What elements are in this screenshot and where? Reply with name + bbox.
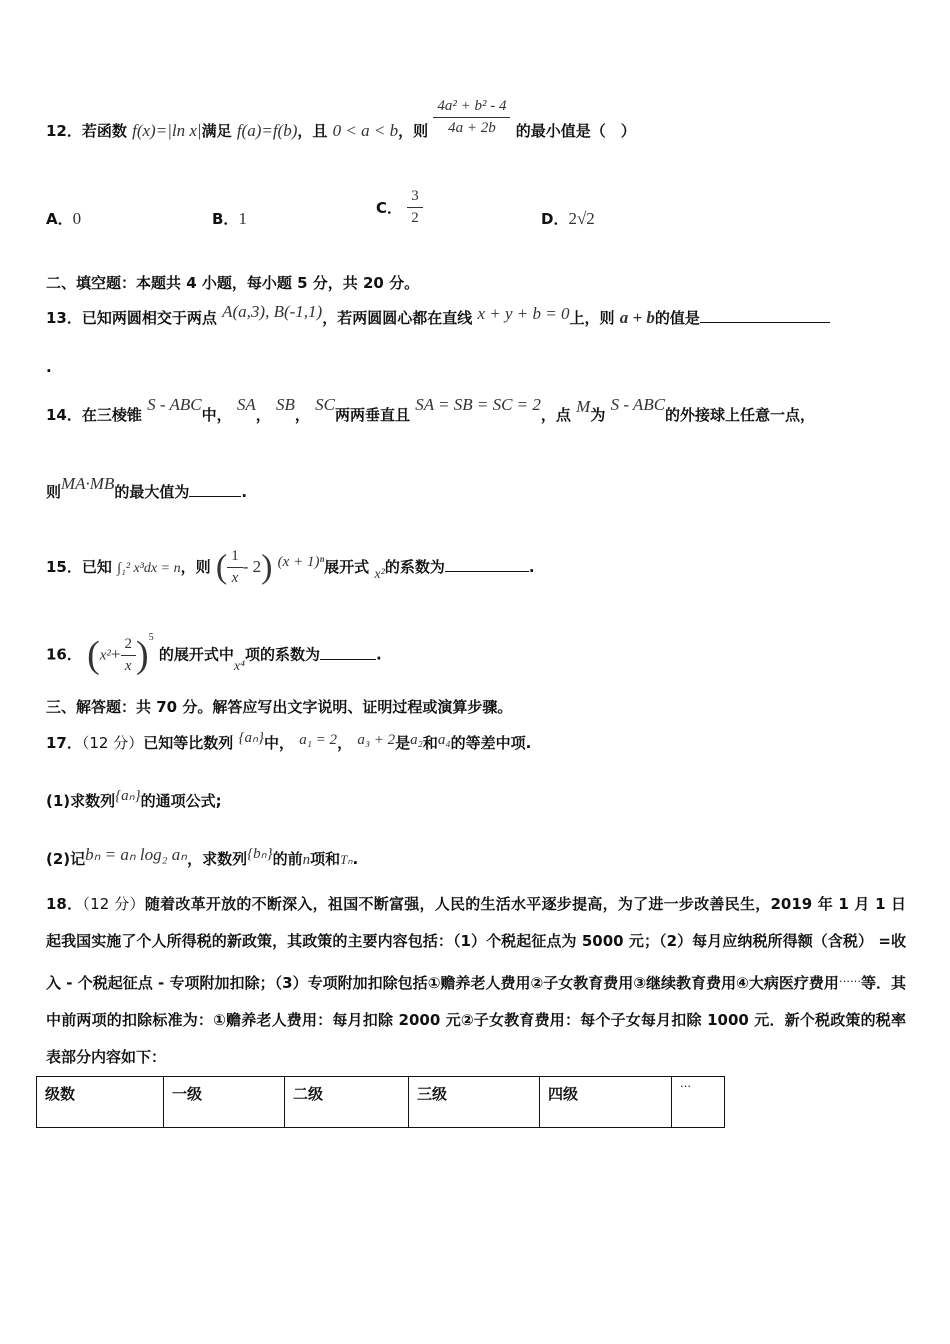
question-number: 15． [46, 558, 82, 576]
question-12: 12．若函数 f(x)=|ln x|满足 f(a)=f(b)，且 0 < a < b，则 $\frac{\text{4a² + b² - 4}}{4a + 2b}$ 的最小值是（ ） [46, 98, 636, 140]
question-number: 16． [46, 645, 82, 664]
fraction: $\frac{\text{4a² + b² - 4}}{4a + 2b}$ [433, 98, 510, 137]
formula: (x + 1)ⁿ [277, 554, 325, 570]
formula: x + y + b = 0 [477, 304, 570, 323]
option-a[interactable]: A．0 [46, 209, 82, 228]
option-d[interactable]: D．2√2 [541, 209, 595, 228]
formula: a + b [619, 308, 655, 327]
table-cell: 三级 [409, 1077, 540, 1128]
table-cell: 级数 [37, 1077, 164, 1128]
table-cell: 二级 [285, 1077, 409, 1128]
tax-rate-table [36, 1076, 725, 1128]
question-number: 18． [46, 895, 83, 913]
table-cell: … [672, 1077, 725, 1128]
table-cell: 一级 [164, 1077, 285, 1128]
formula: S - ABC [147, 395, 202, 414]
answer-blank[interactable] [700, 306, 830, 323]
answer-blank[interactable] [445, 555, 529, 572]
question-number: 12． [46, 122, 82, 140]
question-13: 13．已知两圆相交于两点 A(a,3), B(-1,1)，若两圆圆心都在直线 x + y + b = 0上，则 a + b的值是 [46, 306, 830, 328]
fraction: $\frac{3}{2}$ [407, 188, 423, 227]
question-17-part-1: (1)求数列{aₙ}的通项公式; [46, 788, 222, 810]
section-heading: 三、解答题：共 70 分。解答应写出文字说明、证明过程或演算步骤。 [46, 698, 513, 716]
formula: SA = SB = SC = 2 [415, 395, 541, 414]
exam-page: 12．若函数 f(x)=|ln x|满足 f(a)=f(b)，且 0 < a < b，则 $\frac{\text{4a² + b² - 4}}{4a + 2b}$ 的最小值是（ ） A．0 B．1 C． $\frac{3}{2}$ D．2√2 二、填空题：本题共 4 小题，每小题 5 分，共 20 分。 13．已知两圆相交于两点 A(a,3), B(-1,1)，若两圆圆心都在直线 x + y + b = 0上，则 a + b的值是 . 14．在三棱锥 S - ABC中， SA， SB， SC两两垂直且 SA = SB = SC = 2，点 M为 S - ABC的外接球上任意一点， 则MA·MB的最大值为 . 15．已知 ∫₁² x³dx = n，则 ( $\frac{1}{x}$ - 2) (x + 1)ⁿ展开式 x²的系数为 . 16． (x²+ $\frac{2}{x}$ )$^5$ 的展开式中x⁴项的系数为 . 三、解答题：共 70 分。解答应写出文字说明、证明过程或演算步骤。 17．（12 分）已知等比数列 {aₙ}中， a₁ = 2， a₃ + 2是a₂和a₄的等差中项. (1)求数列{aₙ}的通项公式; (2)记bₙ = aₙ log₂ aₙ，求数列{bₙ}的前n项和Tₙ. 18．（12 分）随着改革开放的不断深入，祖国不断富强，人民的生活水平逐步提高，为了进一步改善民生，2019 年 1 月 1 日起我国实施了个人所得税的新政策，其政策的主要内容包括：（1）个税起征点为 5000 元；（2）每月应纳税所得额（含税） =收入 - 个税起征点 - 专项附加扣除；（3）专项附加扣除包括①赡养老人费用②子女教育费用③继续教育费用④大病医疗费用……等．其中前两项的扣除标准为：①赡养老人费用：每月扣除 2000 元②子女教育费用：每个子女每月扣除 1000 元．新个税政策的税率表部分内容如下： 级数 一级 二级 三级 四级 … [0, 0, 950, 1344]
table-cell: 四级 [540, 1077, 672, 1128]
answer-blank[interactable] [189, 480, 241, 497]
fraction: $\frac{1}{x}$ [227, 548, 243, 587]
question-14: 14．在三棱锥 S - ABC中， SA， SB， SC两两垂直且 SA = SB = SC = 2，点 M为 S - ABC的外接球上任意一点， [46, 395, 816, 424]
section-heading: 二、填空题：本题共 4 小题，每小题 5 分，共 20 分。 [46, 274, 420, 292]
formula: MA·MB [61, 474, 115, 493]
formula: f(x)=|ln x| [132, 121, 202, 140]
question-14-cont: 则MA·MB的最大值为 . [46, 474, 248, 501]
table-row [37, 1077, 725, 1128]
question-number: 14． [46, 406, 82, 424]
formula: A(a,3), B(-1,1) [222, 302, 323, 321]
question-number: 17． [46, 734, 82, 752]
question-17: 17．（12 分）已知等比数列 {aₙ}中， a₁ = 2， a₃ + 2是a₂和a₄的等差中项. [46, 730, 532, 752]
formula: S - ABC [610, 395, 666, 414]
formula: 0 < a < b [332, 121, 399, 140]
option-b[interactable]: B．1 [212, 209, 247, 228]
fraction: $\frac{2}{x}$ [121, 636, 137, 675]
formula: ∫₁² x³dx = n [117, 561, 181, 576]
formula: f(a)=f(b) [236, 121, 298, 140]
option-c[interactable]: C． $\frac{3}{2}$ [376, 188, 423, 227]
question-15: 15．已知 ∫₁² x³dx = n，则 ( $\frac{1}{x}$ - 2) (x + 1)ⁿ展开式 x²的系数为 . [46, 548, 535, 586]
question-17-part-2: (2)记bₙ = aₙ log₂ aₙ，求数列{bₙ}的前n项和Tₙ. [46, 845, 359, 868]
answer-blank[interactable] [320, 643, 376, 660]
question-16: 16． (x²+ $\frac{2}{x}$ )$^5$ 的展开式中x⁴项的系数为 . [46, 631, 382, 676]
formula: bₙ = aₙ log₂ aₙ [85, 845, 188, 864]
question-18: 18．（12 分）随着改革开放的不断深入，祖国不断富强，人民的生活水平逐步提高，为了进一步改善民生，2019 年 1 月 1 日起我国实施了个人所得税的新政策，其政策的主要内容包括：（1）个税起征点为 5000 元；（2）每月应纳税所得额（含税） =收入 - 个税起征点 - 专项附加扣除；（3）专项附加扣除包括①赡养老人费用②子女教育费用③继续教育费用④大病医疗费用……等．其中前两项的扣除标准为：①赡养老人费用：每月扣除 2000 元②子女教育费用：每个子女每月扣除 1000 元．新个税政策的税率表部分内容如下： [46, 895, 907, 1066]
question-number: 13． [46, 309, 82, 327]
